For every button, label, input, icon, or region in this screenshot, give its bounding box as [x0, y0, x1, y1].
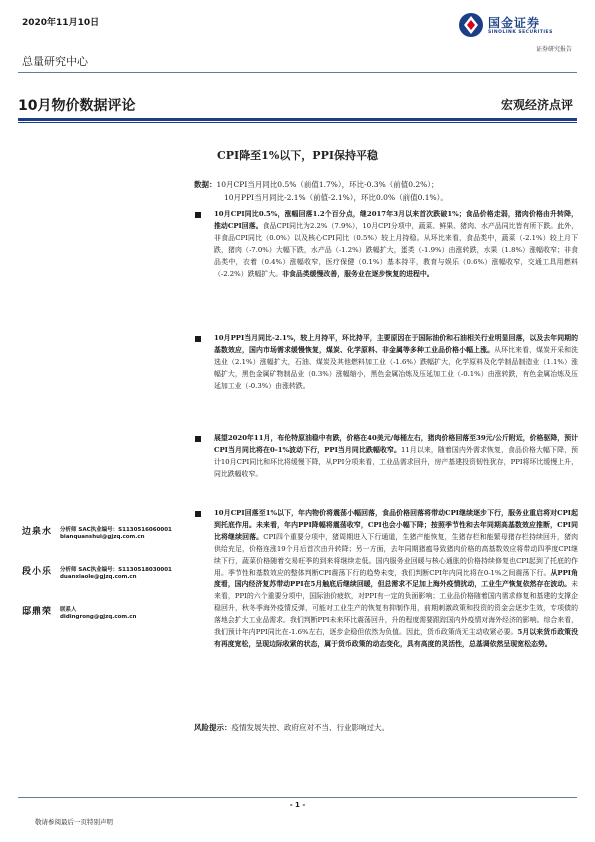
company-logo — [458, 12, 578, 54]
title-divider — [18, 118, 577, 121]
bullet-tail-bold: 非食品类缓慢改善，服务业在逐步恢复的进程中。 — [282, 269, 434, 278]
analyst-email[interactable]: didingrong@gjzq.com.cn — [60, 614, 137, 620]
footer-divider — [18, 797, 577, 798]
analyst-role: 联系人 — [60, 607, 77, 613]
bullet-square-icon — [195, 212, 201, 218]
bullet-text: CPI四个重要分项中，猪周期进入下行通道，生猪产能恢复，生猪存栏和能繁母猪存栏持续回升，猪肉供给充足，价格连涨19个月后首次由升转降；另一方面，去年同期猪瘟导致猪肉价格的高基数效应将带动四季度CPI继续下行，蔬菜价格随着交易旺季的到来将继续走低。国内服务业回暖与核心通胀的价格持续修复也CPI起到了托底的作用。季节性和基数效应的整体判断CPI震荡下行的趋势未变，我们判断CPI年内同比将在0-1%之间震荡下行。 — [214, 532, 578, 577]
bullet-tail-bold: 5月以来货币政策没有再度宽松，呈现边际收紧的状态，属于货币政策的动态变化，具有高度的灵活性，总基调依然呈现宽松态势。 — [214, 628, 579, 648]
title-divider-thin — [18, 122, 577, 123]
report-date: 2020年11月10日 — [22, 18, 100, 28]
bullet-conclusion — [186, 508, 578, 651]
footer-disclaimer: 敬请参阅最后一页特别声明 — [35, 818, 113, 826]
analyst-role: 分析师 SAC执业编号：S1130518030001 — [60, 567, 172, 573]
bullet-outlook — [186, 433, 578, 498]
bullet-bold: 10月CPI同比0.5%，涨幅回落1.2个百分点，继2017年3月以来首次跌破1%；食品价格走弱，猪肉价格由升转降，推动CPI回落。 — [214, 210, 578, 230]
bullet-mid-bold: 从PPI角度看，国内经济复苏带动PPI在5月触底后继续回暖，但总需求不足加上海外疫情扰动，工业生产恢复依然存在波动。 — [214, 568, 578, 589]
risk-warning — [194, 722, 389, 733]
analyst-email[interactable]: duanxiaole@gjzq.com.cn — [60, 574, 137, 580]
bullet-text: 11月以来，随着国内外需求恢复，食品价格大幅下降，预计10月CPI同比和环比将缓慢下降，从PPI分项来看，工业品需求回升，房产基建投资韧性犹存，PPI将环比缓慢上升，同比跌幅收窄。 — [214, 445, 578, 478]
data-line-2: 10月PPI当月同比-2.1%（前值-2.1%），环比0.0%（前值0.1%）。 — [224, 193, 448, 202]
bullet-cpi — [186, 209, 578, 323]
page-number: - 1 - — [289, 801, 306, 809]
data-line-1: 10月CPI当月同比0.5%（前值1.7%），环比-0.3%（前值0.2%）； — [216, 180, 439, 189]
risk-text: 疫情发展失控、政府应对不当、行业影响过大。 — [231, 723, 389, 732]
analyst-item — [22, 564, 182, 604]
bullet-text-2: 未来看，PPI的六个重要分项中，国际油价疲软，对PPI有一定的负面影响；工业品价格随着国内需求修复和基建的支撑企稳回升，秋冬季海外疫情反弹，可能对工业生产的恢复有抑制作用，前期刺激政策和投资的资金会逐步生效，专项债的落地会扩大工业品需求。我们判断PPI未来环比震荡回升，升的程度需要跟踪国内外疫情对海外经济的影响。综合来看，我们预计年内PPI同比在-1.6%左右，逐步企稳但依然为负值。因此，货币政策尚无主动收紧必要。 — [214, 580, 578, 637]
risk-label: 风险提示： — [194, 723, 232, 732]
analyst-list — [22, 524, 182, 644]
analyst-item — [22, 604, 182, 644]
bullet-square-icon — [195, 436, 201, 442]
analyst-role: 分析师 SAC执业编号：S1130516060001 — [60, 527, 172, 533]
headline: CPI降至1%以下，PPI保持平稳 — [217, 149, 378, 162]
logo-mark-icon — [458, 12, 484, 38]
bullet-bold: 10月PPI当月同比-2.1%，较上月持平，环比持平，主要原因在于国际油价和石油相关行业明显回落，以及去年同期的基数效应，国内市场需求缓慢恢复，煤炭、化学原料、非金属等多种工业品价格小幅上涨。 — [214, 334, 578, 354]
bullet-ppi — [186, 333, 578, 423]
bullet-text: 食品CPI同比为2.2%（7.9%），10月CPI分项中，蔬菜、鲜果、猪肉、水产品同比皆有所下跌。此外，非食品CPI同比（0.0%）以及核心CPI同比（0.5%）较上月持稳。从环比来看，食品类中，蔬菜（-2.1%）较上月下跌，猪肉（-7.0%）大幅下跌，水产品（-1.2%）跌幅扩大，蛋类（-1.9%）由涨转跌，水果（1.8%）涨幅收窄；非食品类中，衣着（0.4%）涨幅收窄，医疗保健（0.1%）基本持平，教育与娱乐（0.6%）涨幅收窄，交通工具用燃料（-2.2%）跌幅扩大。 — [214, 221, 578, 278]
analyst-name: 邸鼎荣 — [22, 607, 53, 617]
bullet-text: 从环比来看，煤炭开采和洗选业（2.1%）涨幅扩大，石油、煤炭及其他燃料加工业（-1.6%）跌幅扩大，化学原料及化学制品制造业（1.1%）涨幅扩大，黑色金属矿物制品业（0.3%）涨幅缩小，黑色金属冶炼及压延加工业（-0.1%）由涨转跌，有色金属冶炼及压延加工业（-0.3%）由涨转跌。 — [214, 345, 579, 390]
analyst-name: 边泉水 — [22, 527, 53, 537]
logo-subtitle: 证券研究报告 — [536, 46, 573, 53]
header-divider — [18, 72, 577, 73]
data-summary — [194, 178, 448, 204]
department: 总量研究中心 — [22, 55, 88, 68]
report-title: 10月物价数据评论 — [18, 98, 136, 114]
bullet-list — [186, 209, 578, 661]
bullet-square-icon — [195, 336, 201, 342]
data-label: 数据： — [194, 180, 217, 189]
analyst-item — [22, 524, 182, 564]
bullet-bold: 10月CPI回落至1%以下，年内物价将震荡小幅回落，食品价格回落将带动CPI继续逐步下行，服务业重启将对CPI起到托底作用。未来看，年内PPI降幅将震荡收窄，CPI也会小幅下降；按照季节性和去年同期高基数效应推断，CPI同比将继续回落。 — [214, 509, 578, 541]
bullet-bold: 展望2020年11月，布伦特原油稳中有跌，价格在40美元/每桶左右，猪肉价格回落至39元/公斤附近，价格驱降，预计CPI当月同比将在0-1%波动下行，PPI当月同比跌幅收窄。 — [214, 434, 578, 454]
bullet-square-icon — [195, 511, 201, 517]
report-type: 宏观经济点评 — [500, 98, 573, 112]
analyst-email[interactable]: bianquanshui@gjzq.com.cn — [60, 534, 145, 540]
logo-name-cn: 国金证券 — [488, 16, 541, 30]
analyst-name: 段小乐 — [22, 567, 53, 577]
logo-name-en: SINOLINK SECURITIES — [488, 30, 553, 35]
